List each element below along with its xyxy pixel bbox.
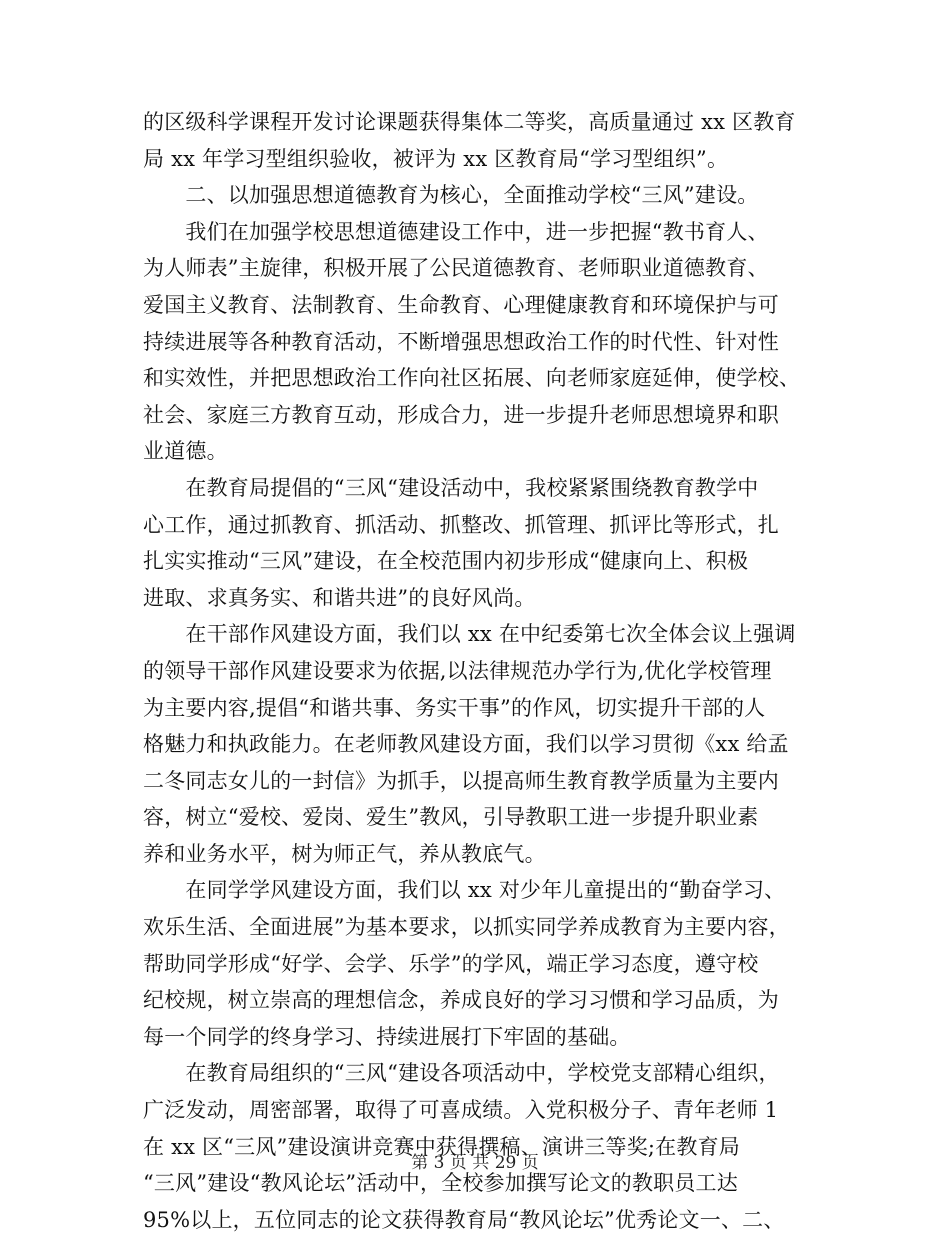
text-line: 每一个同学的终身学习、持续进展打下牢固的基础。 xyxy=(143,1024,631,1049)
text-line: 为主要内容,提倡“和谐共事、务实干事”的作风，切实提升干部的人 xyxy=(143,695,766,720)
text-line: 纪校规，树立崇高的理想信念，养成良好的学习习惯和学习品质，为 xyxy=(143,988,779,1013)
text-line: 二、以加强思想道德教育为核心，全面推动学校“三风”建设。 xyxy=(143,183,759,208)
text-line: 95%以上，五位同志的论文获得教育局“教风论坛”优秀论文一、二、 xyxy=(143,1207,785,1232)
text-line: 进取、求真务实、和谐共进”的良好风尚。 xyxy=(143,585,536,610)
text-line: 在教育局组织的“三风“建设各项活动中，学校党支部精心组织， xyxy=(143,1061,780,1086)
text-line: 扎实实推动“三风”建设，在全校范围内初步形成“健康向上、积极 xyxy=(143,549,749,574)
text-line: 我们在加强学校思想道德建设工作中，进一步把握“教书育人、 xyxy=(143,219,769,244)
text-line: 格魅力和执政能力。在老师教风建设方面，我们以学习贯彻《xx 给孟 xyxy=(143,732,789,757)
text-line: 爱国主义教育、法制教育、生命教育、心理健康教育和环境保护与可 xyxy=(143,292,779,317)
text-line: “三风”建设“教风论坛”活动中，全校参加撰写论文的教职员工达 xyxy=(143,1171,738,1196)
text-line: 的区级科学课程开发讨论课题获得集体二等奖，高质量通过 xx 区教育 xyxy=(143,110,796,134)
body-text xyxy=(143,104,808,1238)
text-line: 在 xx 区“三风”建设演讲竞赛中获得撰稿、演讲三等奖;在教育局 xyxy=(143,1134,740,1159)
text-line: 广泛发动，周密部署，取得了可喜成绩。入党积极分子、青年老师 1 xyxy=(143,1098,779,1123)
text-line: 社会、家庭三方教育互动，形成合力，进一步提升老师思想境界和职 xyxy=(143,402,779,427)
text-line: 心工作，通过抓教育、抓活动、抓整改、抓管理、抓评比等形式，扎 xyxy=(143,512,779,537)
text-line: 局 xx 年学习型组织验收，被评为 xx 区教育局“学习型组织”。 xyxy=(143,146,729,171)
text-line: 二冬同志女儿的一封信》为抓手，以提高师生教育教学质量为主要内 xyxy=(143,768,779,793)
text-line: 在教育局提倡的“三风“建设活动中，我校紧紧围绕教育教学中 xyxy=(143,475,759,500)
text-line: 业道德。 xyxy=(143,439,228,464)
text-line: 在干部作风建设方面，我们以 xx 在中纪委第七次全体会议上强调 xyxy=(143,622,796,647)
text-line: 养和业务水平，树为师正气，养从教底气。 xyxy=(143,841,546,866)
text-line: 的领导干部作风建设要求为依据,以法律规范办学行为,优化学校管理 xyxy=(143,658,772,683)
text-line: 帮助同学形成“好学、会学、乐学”的学风，端正学习态度，遵守校 xyxy=(143,951,759,976)
text-line: 容，树立“爱校、爱岗、爱生”教风，引导教职工进一步提升职业素 xyxy=(143,805,759,830)
text-line: 为人师表”主旋律，积极开展了公民道德教育、老师职业道德教育、 xyxy=(143,256,769,281)
text-line: 欢乐生活、全面进展”为基本要求，以抓实同学养成教育为主要内容， xyxy=(143,915,790,940)
text-line: 持续进展等各种教育活动，不断增强思想政治工作的时代性、针对性 xyxy=(143,329,779,354)
text-line: 在同学学风建设方面，我们以 xx 对少年儿童提出的“勤奋学习、 xyxy=(143,878,786,903)
page-footer: 第 3 页 共 29 页 xyxy=(411,1153,539,1173)
text-line: 和实效性，并把思想政治工作向社区拓展、向老师家庭延伸，使学校、 xyxy=(143,366,801,391)
